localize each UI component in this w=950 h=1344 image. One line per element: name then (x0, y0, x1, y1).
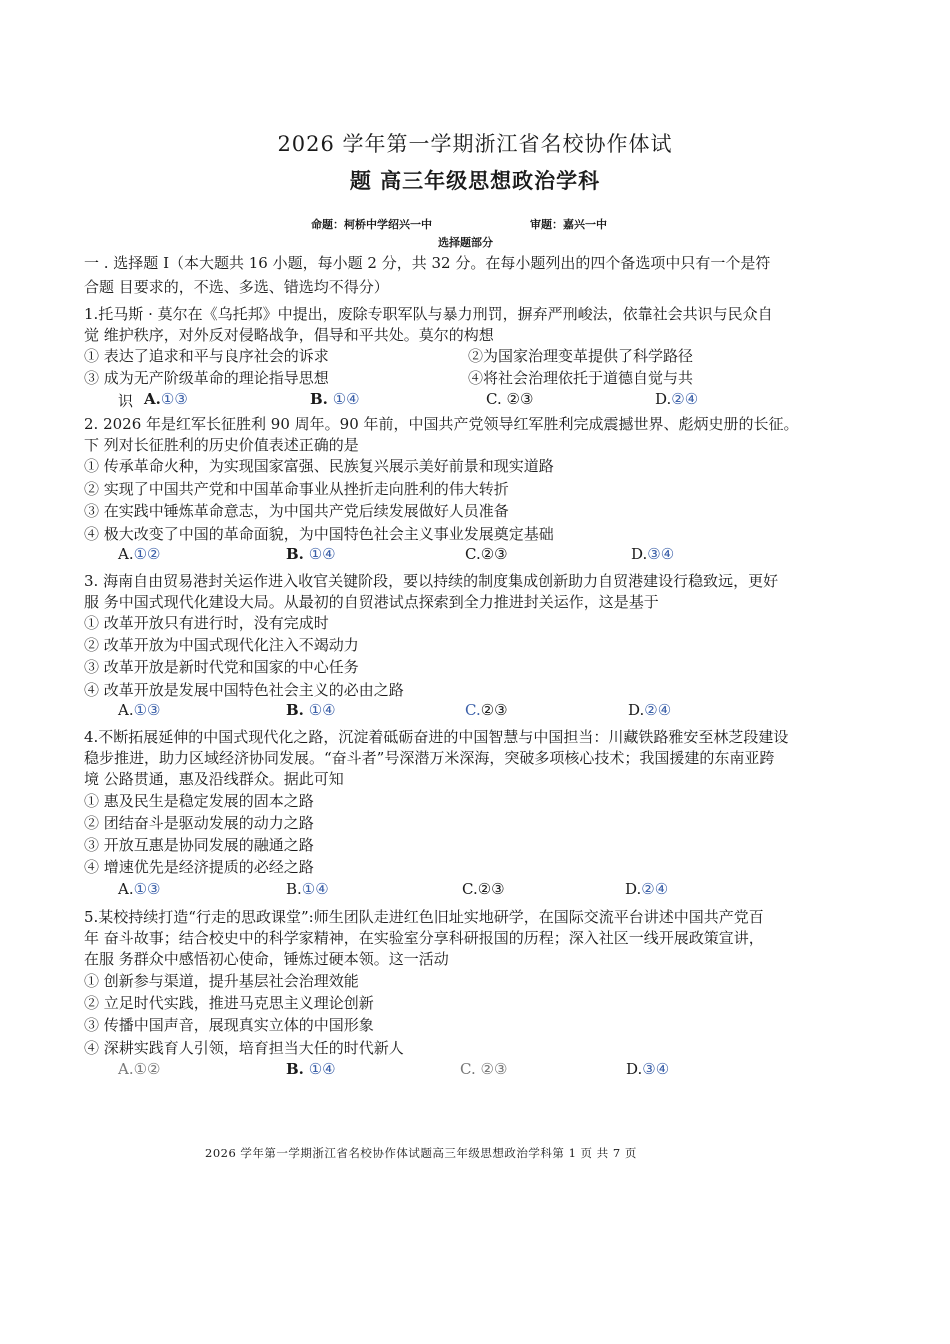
question-1-stem: 觉 维护秩序，对外反对侵略战争，倡导和平共处。莫尔的构想 (84, 326, 494, 344)
question-4-option-c[interactable]: C.②③ (462, 880, 505, 898)
question-2-option-a[interactable]: A.①② (118, 545, 161, 563)
page-title: 2026 学年第一学期浙江省名校协作体试 (277, 132, 673, 156)
question-5-stem: 在服 务群众中感悟初心使命，锤炼过硬本领。这一活动 (84, 950, 449, 968)
section-heading: 选择题部分 (438, 236, 493, 249)
question-4-item: ③ 开放互惠是协同发展的融通之路 (84, 836, 314, 854)
question-4-option-b[interactable]: B.①④ (286, 880, 329, 898)
question-4-item: ④ 增速优先是经济提质的必经之路 (84, 858, 314, 876)
question-3-item: ① 改革开放只有进行时，没有完成时 (84, 614, 329, 632)
question-5-option-a[interactable]: A.①② (118, 1060, 161, 1078)
question-2-option-d[interactable]: D.③④ (631, 545, 675, 563)
question-5-option-c[interactable]: C. ②③ (460, 1060, 508, 1078)
question-1-option-c[interactable]: C. ②③ (486, 390, 534, 408)
question-1-stem: 1.托马斯 · 莫尔在《乌托邦》中提出，废除专职军队与暴力刑罚，摒弃严刑峻法，依靠社会共识与民众自 (84, 305, 773, 323)
question-2-stem: 2. 2026 年是红军长征胜利 90 周年。90 年前，中国共产党领导红军胜利完成震撼世界、彪炳史册的长征。 (84, 415, 799, 433)
reviewer-info: 审题：嘉兴一中 (530, 218, 607, 231)
page-subtitle: 题 高三年级思想政治学科 (349, 168, 601, 193)
instructions-line: 合题 目要求的，不选、多选、错选均不得分） (84, 278, 389, 296)
question-1-item: ③ 成为无产阶级革命的理论指导思想 (84, 369, 329, 387)
question-1-option-b[interactable]: B. ①④ (310, 390, 360, 408)
question-3-item: ③ 改革开放是新时代党和国家的中心任务 (84, 658, 359, 676)
question-4-stem: 4.不断拓展延伸的中国式现代化之路，沉淀着砥砺奋进的中国智慧与中国担当：川藏铁路雅安至林芝段建设 (84, 728, 789, 746)
question-5-option-d[interactable]: D.③④ (626, 1060, 670, 1078)
question-5-item: ① 创新参与渠道，提升基层社会治理效能 (84, 972, 359, 990)
question-3-item: ④ 改革开放是发展中国特色社会主义的必由之路 (84, 681, 404, 699)
question-5-item: ② 立足时代实践，推进马克思主义理论创新 (84, 994, 374, 1012)
question-5-option-b[interactable]: B. ①④ (286, 1060, 336, 1078)
question-2-item: ④ 极大改变了中国的革命面貌，为中国特色社会主义事业发展奠定基础 (84, 525, 554, 543)
instructions-line: 一 . 选择题 I（本大题共 16 小题，每小题 2 分，共 32 分。在每小题列出的四个备选项中只有一个是符 (84, 254, 771, 272)
question-4-item: ① 惠及民生是稳定发展的固本之路 (84, 792, 314, 810)
question-4-stem: 境 公路贯通，惠及沿线群众。据此可知 (84, 770, 344, 788)
question-3-option-b[interactable]: B. ①④ (286, 701, 336, 719)
question-2-item: ① 传承革命火种，为实现国家富强、民族复兴展示美好前景和现实道路 (84, 457, 554, 475)
question-1-option-d[interactable]: D.②④ (655, 390, 699, 408)
question-3-stem: 3. 海南自由贸易港封关运作进入收官关键阶段，要以持续的制度集成创新助力自贸港建设行稳致远，更好 (84, 572, 779, 590)
question-2-option-c[interactable]: C.②③ (465, 545, 508, 563)
question-2-item: ③ 在实践中锤炼革命意志，为中国共产党后续发展做好人员准备 (84, 502, 509, 520)
question-1-item: ① 表达了追求和平与良序社会的诉求 (84, 347, 329, 365)
question-4-item: ② 团结奋斗是驱动发展的动力之路 (84, 814, 314, 832)
question-1-item: ④将社会治理依托于道德自觉与共 (468, 369, 694, 387)
question-1-option-a[interactable]: A.①③ (144, 390, 188, 408)
question-2-item: ② 实现了中国共产党和中国革命事业从挫折走向胜利的伟大转折 (84, 480, 509, 498)
question-2-option-b[interactable]: B. ①④ (286, 545, 336, 563)
question-3-option-a[interactable]: A.①③ (118, 701, 161, 719)
author-info: 命题：柯桥中学绍兴一中 (311, 218, 432, 231)
question-4-option-a[interactable]: A.①③ (118, 880, 161, 898)
question-3-item: ② 改革开放为中国式现代化注入不竭动力 (84, 636, 359, 654)
question-5-stem: 5.某校持续打造“行走的思政课堂”:师生团队走进红色旧址实地研学，在国际交流平台讲述中国共产党百 (84, 908, 764, 926)
question-5-item: ④ 深耕实践育人引领，培育担当大任的时代新人 (84, 1039, 404, 1057)
question-3-option-c[interactable]: C.②③ (465, 701, 508, 719)
page-footer: 2026 学年第一学期浙江省名校协作体试题高三年级思想政治学科第 1 页 共 7 页 (205, 1146, 637, 1160)
question-3-stem: 服 务中国式现代化建设大局。从最初的自贸港试点探索到全力推进封关运作，这是基于 (84, 593, 659, 611)
question-2-stem: 下 列对长征胜利的历史价值表述正确的是 (84, 436, 359, 454)
question-5-stem: 年 奋斗故事；结合校史中的科学家精神，在实验室分享科研报国的历程；深入社区一线开展政策宣讲， (84, 929, 764, 947)
question-1-item: ②为国家治理变革提供了科学路径 (468, 347, 694, 365)
question-3-option-d[interactable]: D.②④ (628, 701, 672, 719)
question-4-option-d[interactable]: D.②④ (625, 880, 669, 898)
question-1-answer-prefix: 识 (118, 392, 134, 410)
question-4-stem: 稳步推进，助力区域经济协同发展。“奋斗者”号深潜万米深海，突破多项核心技术；我国援建的东南亚跨 (84, 749, 775, 767)
question-5-item: ③ 传播中国声音，展现真实立体的中国形象 (84, 1016, 374, 1034)
